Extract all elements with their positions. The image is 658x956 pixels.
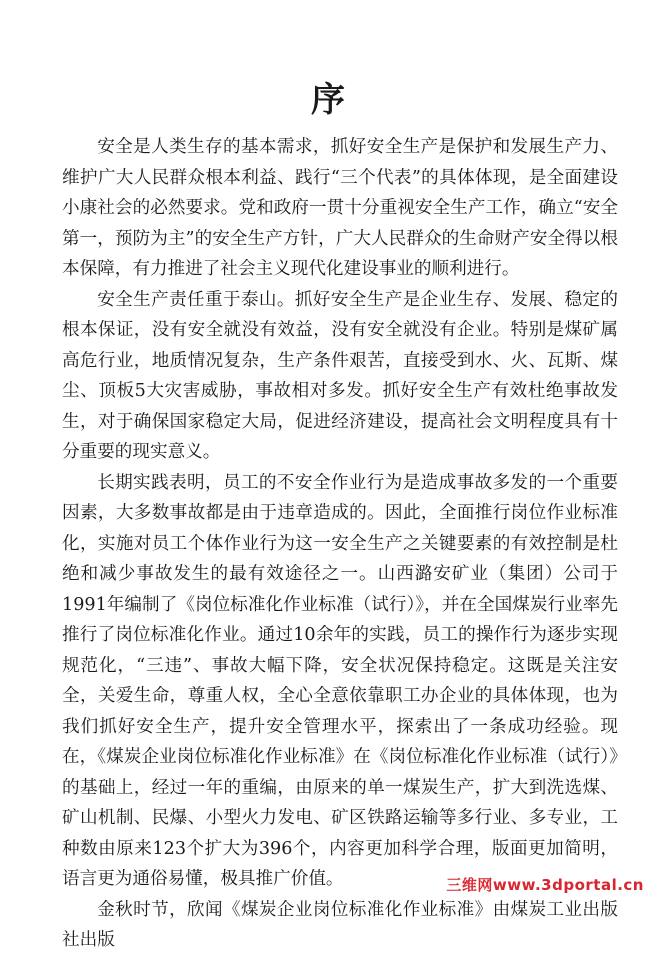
paragraph-2: 安全生产责任重于泰山。抓好安全生产是企业生存、发展、稳定的根本保证，没有安全就没有效益，没有安全就没有企业。特别是煤矿属高危行业，地质情况复杂，生产条件艰苦，直接受到水、火、瓦斯、煤尘、顶板5大灾害威胁，事故相对多发。抓好安全生产有效杜绝事故发生，对于确保国家稳定大局，促进经济建设，提高社会文明程度具有十分重要的现实意义。 <box>62 289 618 462</box>
preface-body <box>62 132 618 956</box>
site-watermark: 三维网www.3dportal.cn <box>446 876 644 894</box>
paragraph-4: 金秋时节，欣闻《煤炭企业岗位标准化作业标准》由煤炭工业出版社出版 <box>62 899 618 950</box>
page-title: 序 <box>311 80 347 120</box>
paragraph-1: 安全是人类生存的基本需求，抓好安全生产是保护和发展生产力、维护广大人民群众根本利益、践行“三个代表”的具体体现，是全面建设小康社会的必然要求。党和政府一贯十分重视安全生产工作，确立“安全第一，预防为主”的安全生产方针，广大人民群众的生命财产安全得以根本保障，有力推进了社会主义现代化建设事业的顺利进行。 <box>62 137 618 279</box>
paragraph-3: 长期实践表明，员工的不安全作业行为是造成事故多发的一个重要因素，大多数事故都是由于违章造成的。因此，全面推行岗位作业标准化，实施对员工个体作业行为这一安全生产之关键要素的有效控制是杜绝和减少事故发生的最有效途径之一。山西潞安矿业（集团）公司于1991年编制了《岗位标准化作业标准（试行）》，并在全国煤炭行业率先推行了岗位标准化作业。通过10余年的实践，员工的操作行为逐步实现规范化，“三违”、事故大幅下降，安全状况保持稳定。这既是关注安全，关爱生命，尊重人权，全心全意依靠职工办企业的具体体现，也为我们抓好安全生产，提升安全管理水平，探索出了一条成功经验。现在，《煤炭企业岗位标准化作业标准》在《岗位标准化作业标准（试行）》的基础上，经过一年的重编，由原来的单一煤炭生产，扩大到洗选煤、矿山机制、民爆、小型火力发电、矿区铁路运输等多行业、多专业，工种数由原来123个扩大为396个，内容更加科学合理，版面更加简明，语言更为通俗易懂，极具推广价值。 <box>62 472 618 889</box>
